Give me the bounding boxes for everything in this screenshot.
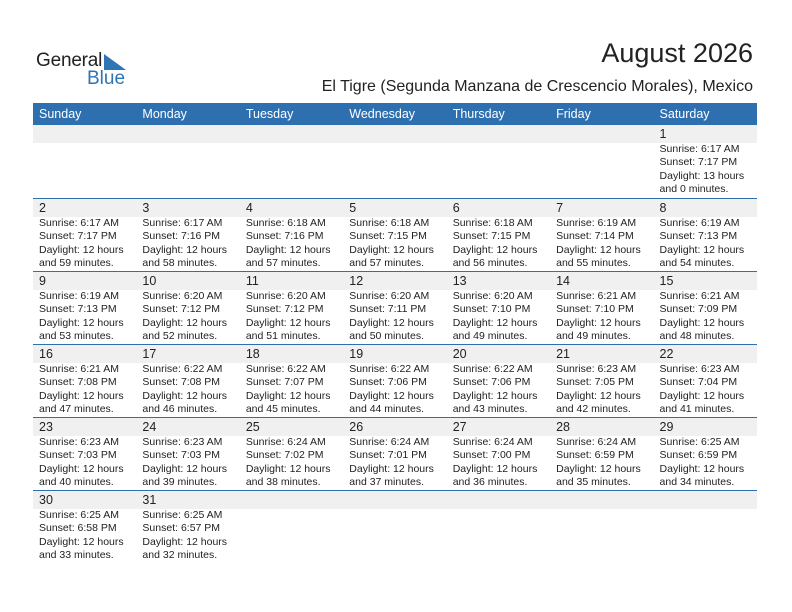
day-number: 15: [659, 274, 674, 288]
calendar-week-row: [33, 417, 757, 490]
sunrise-text: Sunrise: 6:20 AM: [142, 290, 223, 302]
sunset-text: Sunset: 7:03 PM: [142, 449, 221, 462]
day-cell: [654, 345, 757, 417]
daylight-hours-text: Daylight: 12 hours: [245, 389, 331, 402]
sunrise-text: Sunrise: 6:21 AM: [556, 290, 637, 302]
daylight-hours-text: Daylight: 12 hours: [452, 462, 538, 475]
daylight-hours-text: Daylight: 12 hours: [39, 462, 124, 475]
day-cell: [654, 418, 757, 490]
calendar: [33, 103, 757, 563]
daylight-hours-text: Daylight: 12 hours: [349, 462, 434, 475]
logo: [36, 50, 136, 90]
day-cell: [550, 418, 653, 490]
sunrise-text: Sunrise: 6:25 AM: [659, 436, 740, 448]
weekday-header: [33, 103, 757, 125]
day-number: 28: [556, 420, 571, 434]
sunrise-text: Sunrise: 6:17 AM: [39, 217, 119, 229]
sunset-text: Sunset: 7:14 PM: [556, 230, 634, 243]
daylight-hours-text: Daylight: 12 hours: [245, 243, 331, 256]
daylight-minutes-text: and 35 minutes.: [556, 476, 631, 489]
day-cell: [240, 345, 343, 417]
day-cell: [240, 199, 343, 271]
day-cell: [136, 345, 239, 417]
day-cell: [136, 272, 239, 344]
sunrise-text: Sunrise: 6:25 AM: [142, 509, 223, 521]
day-cell: [240, 418, 343, 490]
daylight-minutes-text: and 49 minutes.: [556, 330, 631, 343]
sunrise-text: Sunrise: 6:21 AM: [39, 363, 119, 375]
sunset-text: Sunset: 6:57 PM: [142, 522, 221, 535]
daylight-minutes-text: and 40 minutes.: [39, 476, 114, 489]
day-cell: [550, 345, 653, 417]
daylight-minutes-text: and 39 minutes.: [142, 476, 218, 489]
sunset-text: Sunset: 7:16 PM: [142, 230, 221, 243]
weekday-saturday: Saturday: [659, 107, 710, 121]
day-cell: [447, 418, 550, 490]
week-cells: [33, 418, 757, 490]
daylight-hours-text: Daylight: 12 hours: [556, 316, 641, 329]
daylight-hours-text: Daylight: 12 hours: [142, 316, 228, 329]
day-cell: [343, 345, 446, 417]
week-cells: [33, 125, 757, 198]
daylight-minutes-text: and 59 minutes.: [39, 257, 114, 270]
day-number: 31: [142, 493, 157, 507]
sunset-text: Sunset: 7:17 PM: [659, 156, 738, 169]
sunset-text: Sunset: 7:06 PM: [349, 376, 427, 389]
weekday-sunday: Sunday: [39, 107, 82, 121]
sunrise-text: Sunrise: 6:24 AM: [452, 436, 533, 448]
day-cell: [136, 418, 239, 490]
day-number: 23: [39, 420, 53, 434]
sunset-text: Sunset: 7:04 PM: [659, 376, 738, 389]
daylight-minutes-text: and 44 minutes.: [349, 403, 424, 416]
daylight-hours-text: Daylight: 12 hours: [349, 389, 434, 402]
daylight-minutes-text: and 50 minutes.: [349, 330, 424, 343]
day-cell: [343, 272, 446, 344]
sunrise-text: Sunrise: 6:20 AM: [245, 290, 326, 302]
day-number: 2: [39, 201, 46, 215]
daylight-hours-text: Daylight: 12 hours: [245, 462, 331, 475]
sunrise-text: Sunrise: 6:18 AM: [245, 217, 326, 229]
day-cell: [447, 345, 550, 417]
calendar-week-row: [33, 344, 757, 417]
sunrise-text: Sunrise: 6:23 AM: [39, 436, 119, 448]
empty-day-cell: [33, 125, 136, 198]
day-number: 30: [39, 493, 53, 507]
empty-day-cell: [447, 125, 550, 198]
day-number: 11: [245, 274, 259, 288]
day-cell: [33, 345, 136, 417]
sunset-text: Sunset: 7:00 PM: [452, 449, 531, 462]
day-number: 20: [452, 347, 467, 361]
sunrise-text: Sunrise: 6:21 AM: [659, 290, 740, 302]
day-cell: [654, 272, 757, 344]
sunrise-text: Sunrise: 6:23 AM: [556, 363, 637, 375]
daylight-hours-text: Daylight: 12 hours: [39, 316, 124, 329]
sunset-text: Sunset: 6:59 PM: [556, 449, 634, 462]
sunset-text: Sunset: 7:13 PM: [659, 230, 738, 243]
sunset-text: Sunset: 7:11 PM: [349, 303, 427, 316]
empty-day-cell: [550, 491, 653, 563]
sunrise-text: Sunrise: 6:24 AM: [245, 436, 326, 448]
empty-day-cell: [343, 491, 446, 563]
daylight-minutes-text: and 49 minutes.: [452, 330, 528, 343]
day-cell: [654, 125, 757, 198]
sunset-text: Sunset: 7:09 PM: [659, 303, 738, 316]
week-cells: [33, 345, 757, 417]
daylight-minutes-text: and 57 minutes.: [349, 257, 424, 270]
sunset-text: Sunset: 7:05 PM: [556, 376, 634, 389]
day-number: 18: [245, 347, 260, 361]
daylight-minutes-text: and 41 minutes.: [659, 403, 735, 416]
day-number: 5: [349, 201, 357, 215]
daylight-minutes-text: and 57 minutes.: [245, 257, 321, 270]
day-number: 27: [452, 420, 467, 434]
empty-day-cell: [550, 125, 653, 198]
sunset-text: Sunset: 6:58 PM: [39, 522, 117, 535]
empty-day-cell: [654, 491, 757, 563]
daylight-minutes-text: and 37 minutes.: [349, 476, 424, 489]
sunrise-text: Sunrise: 6:19 AM: [39, 290, 119, 302]
daylight-minutes-text: and 56 minutes.: [452, 257, 528, 270]
sunset-text: Sunset: 7:17 PM: [39, 230, 117, 243]
day-number: 10: [142, 274, 157, 288]
empty-day-cell: [343, 125, 446, 198]
daylight-minutes-text: and 36 minutes.: [452, 476, 528, 489]
sunrise-text: Sunrise: 6:22 AM: [142, 363, 223, 375]
day-cell: [33, 199, 136, 271]
day-number: 13: [452, 274, 467, 288]
sunrise-text: Sunrise: 6:17 AM: [142, 217, 223, 229]
daylight-hours-text: Daylight: 13 hours: [659, 169, 745, 182]
day-cell: [447, 199, 550, 271]
daylight-hours-text: Daylight: 12 hours: [142, 389, 228, 402]
sunrise-text: Sunrise: 6:20 AM: [349, 290, 430, 302]
daylight-minutes-text: and 58 minutes.: [142, 257, 218, 270]
location-subtitle: El Tigre (Segunda Manzana de Crescencio Morales), Mexico: [321, 78, 753, 95]
weekday-thursday: Thursday: [452, 107, 505, 121]
sunrise-text: Sunrise: 6:24 AM: [556, 436, 637, 448]
sunset-text: Sunset: 7:12 PM: [245, 303, 324, 316]
day-cell: [550, 199, 653, 271]
day-number: 17: [142, 347, 157, 361]
daylight-hours-text: Daylight: 12 hours: [142, 462, 228, 475]
day-number: 3: [142, 201, 150, 215]
day-number: 6: [452, 201, 460, 215]
day-number: 14: [556, 274, 571, 288]
daylight-hours-text: Daylight: 12 hours: [245, 316, 331, 329]
weekday-friday: Friday: [556, 107, 591, 121]
sunset-text: Sunset: 7:10 PM: [452, 303, 531, 316]
week-cells: [33, 199, 757, 271]
sunset-text: Sunset: 7:03 PM: [39, 449, 117, 462]
day-number: 1: [659, 127, 667, 141]
daylight-hours-text: Daylight: 12 hours: [39, 243, 124, 256]
sunset-text: Sunset: 7:13 PM: [39, 303, 117, 316]
day-number: 12: [349, 274, 364, 288]
day-cell: [654, 199, 757, 271]
daylight-hours-text: Daylight: 12 hours: [659, 243, 745, 256]
daylight-minutes-text: and 33 minutes.: [39, 549, 114, 562]
sunset-text: Sunset: 7:07 PM: [245, 376, 324, 389]
daylight-minutes-text: and 55 minutes.: [556, 257, 631, 270]
daylight-minutes-text: and 46 minutes.: [142, 403, 218, 416]
calendar-week-row: [33, 125, 757, 198]
daylight-minutes-text: and 38 minutes.: [245, 476, 321, 489]
day-cell: [447, 272, 550, 344]
day-cell: [240, 272, 343, 344]
daylight-hours-text: Daylight: 12 hours: [659, 389, 745, 402]
day-cell: [136, 199, 239, 271]
day-cell: [33, 491, 136, 563]
sunset-text: Sunset: 7:16 PM: [245, 230, 324, 243]
empty-day-cell: [240, 491, 343, 563]
daylight-minutes-text: and 48 minutes.: [659, 330, 735, 343]
weekday-tuesday: Tuesday: [245, 107, 294, 121]
weekday-monday: Monday: [142, 107, 187, 121]
day-cell: [343, 199, 446, 271]
empty-day-cell: [447, 491, 550, 563]
day-number: 22: [659, 347, 674, 361]
day-number: 25: [245, 420, 260, 434]
calendar-week-row: [33, 198, 757, 271]
daylight-hours-text: Daylight: 12 hours: [659, 316, 745, 329]
sunset-text: Sunset: 7:12 PM: [142, 303, 221, 316]
daylight-hours-text: Daylight: 12 hours: [556, 243, 641, 256]
day-cell: [33, 418, 136, 490]
daylight-minutes-text: and 54 minutes.: [659, 257, 735, 270]
sunrise-text: Sunrise: 6:25 AM: [39, 509, 119, 521]
sunset-text: Sunset: 7:15 PM: [349, 230, 427, 243]
sunset-text: Sunset: 7:01 PM: [349, 449, 427, 462]
daylight-minutes-text: and 42 minutes.: [556, 403, 631, 416]
sunrise-text: Sunrise: 6:23 AM: [142, 436, 223, 448]
logo-word-blue: Blue: [87, 68, 126, 89]
logo-word-general: General: [36, 50, 103, 71]
sunset-text: Sunset: 7:08 PM: [142, 376, 221, 389]
week-cells: [33, 272, 757, 344]
daylight-minutes-text: and 43 minutes.: [452, 403, 528, 416]
sunset-text: Sunset: 7:08 PM: [39, 376, 117, 389]
daylight-hours-text: Daylight: 12 hours: [39, 535, 124, 548]
day-number: 26: [349, 420, 364, 434]
daylight-hours-text: Daylight: 12 hours: [349, 243, 434, 256]
sunrise-text: Sunrise: 6:24 AM: [349, 436, 430, 448]
daylight-hours-text: Daylight: 12 hours: [452, 243, 538, 256]
sunset-text: Sunset: 7:15 PM: [452, 230, 531, 243]
sunrise-text: Sunrise: 6:18 AM: [349, 217, 430, 229]
empty-day-cell: [240, 125, 343, 198]
daylight-hours-text: Daylight: 12 hours: [142, 243, 228, 256]
day-number: 16: [39, 347, 53, 361]
day-number: 4: [245, 201, 253, 215]
daylight-hours-text: Daylight: 12 hours: [349, 316, 434, 329]
sunrise-text: Sunrise: 6:23 AM: [659, 363, 740, 375]
sunrise-text: Sunrise: 6:18 AM: [452, 217, 533, 229]
day-cell: [343, 418, 446, 490]
sunrise-text: Sunrise: 6:19 AM: [556, 217, 637, 229]
daylight-minutes-text: and 0 minutes.: [659, 183, 729, 196]
daylight-hours-text: Daylight: 12 hours: [659, 462, 745, 475]
day-cell: [33, 272, 136, 344]
day-number: 9: [39, 274, 46, 288]
daylight-hours-text: Daylight: 12 hours: [452, 316, 538, 329]
day-number: 21: [556, 347, 571, 361]
weekday-wednesday: Wednesday: [349, 107, 416, 121]
daylight-minutes-text: and 52 minutes.: [142, 330, 218, 343]
day-cell: [550, 272, 653, 344]
daylight-hours-text: Daylight: 12 hours: [556, 389, 641, 402]
week-cells: [33, 491, 757, 563]
daylight-minutes-text: and 34 minutes.: [659, 476, 735, 489]
daylight-hours-text: Daylight: 12 hours: [556, 462, 641, 475]
sunrise-text: Sunrise: 6:22 AM: [349, 363, 430, 375]
sunrise-text: Sunrise: 6:22 AM: [245, 363, 326, 375]
sunrise-text: Sunrise: 6:20 AM: [452, 290, 533, 302]
sunset-text: Sunset: 6:59 PM: [659, 449, 738, 462]
sunrise-text: Sunrise: 6:17 AM: [659, 143, 740, 155]
day-number: 7: [556, 201, 564, 215]
sunset-text: Sunset: 7:02 PM: [245, 449, 324, 462]
sunrise-text: Sunrise: 6:19 AM: [659, 217, 740, 229]
daylight-hours-text: Daylight: 12 hours: [39, 389, 124, 402]
day-cell: [136, 491, 239, 563]
daylight-hours-text: Daylight: 12 hours: [142, 535, 228, 548]
daylight-minutes-text: and 51 minutes.: [245, 330, 321, 343]
sunset-text: Sunset: 7:10 PM: [556, 303, 634, 316]
daylight-minutes-text: and 32 minutes.: [142, 549, 218, 562]
day-number: 8: [659, 201, 667, 215]
sunrise-text: Sunrise: 6:22 AM: [452, 363, 533, 375]
page-title: August 2026: [601, 38, 753, 68]
calendar-week-row: [33, 271, 757, 344]
day-number: 29: [659, 420, 674, 434]
empty-day-cell: [136, 125, 239, 198]
day-number: 24: [142, 420, 157, 434]
sunset-text: Sunset: 7:06 PM: [452, 376, 531, 389]
calendar-week-row: [33, 490, 757, 563]
daylight-hours-text: Daylight: 12 hours: [452, 389, 538, 402]
day-number: 19: [349, 347, 364, 361]
daylight-minutes-text: and 45 minutes.: [245, 403, 321, 416]
daylight-minutes-text: and 53 minutes.: [39, 330, 114, 343]
calendar-weeks: [33, 125, 757, 563]
daylight-minutes-text: and 47 minutes.: [39, 403, 114, 416]
